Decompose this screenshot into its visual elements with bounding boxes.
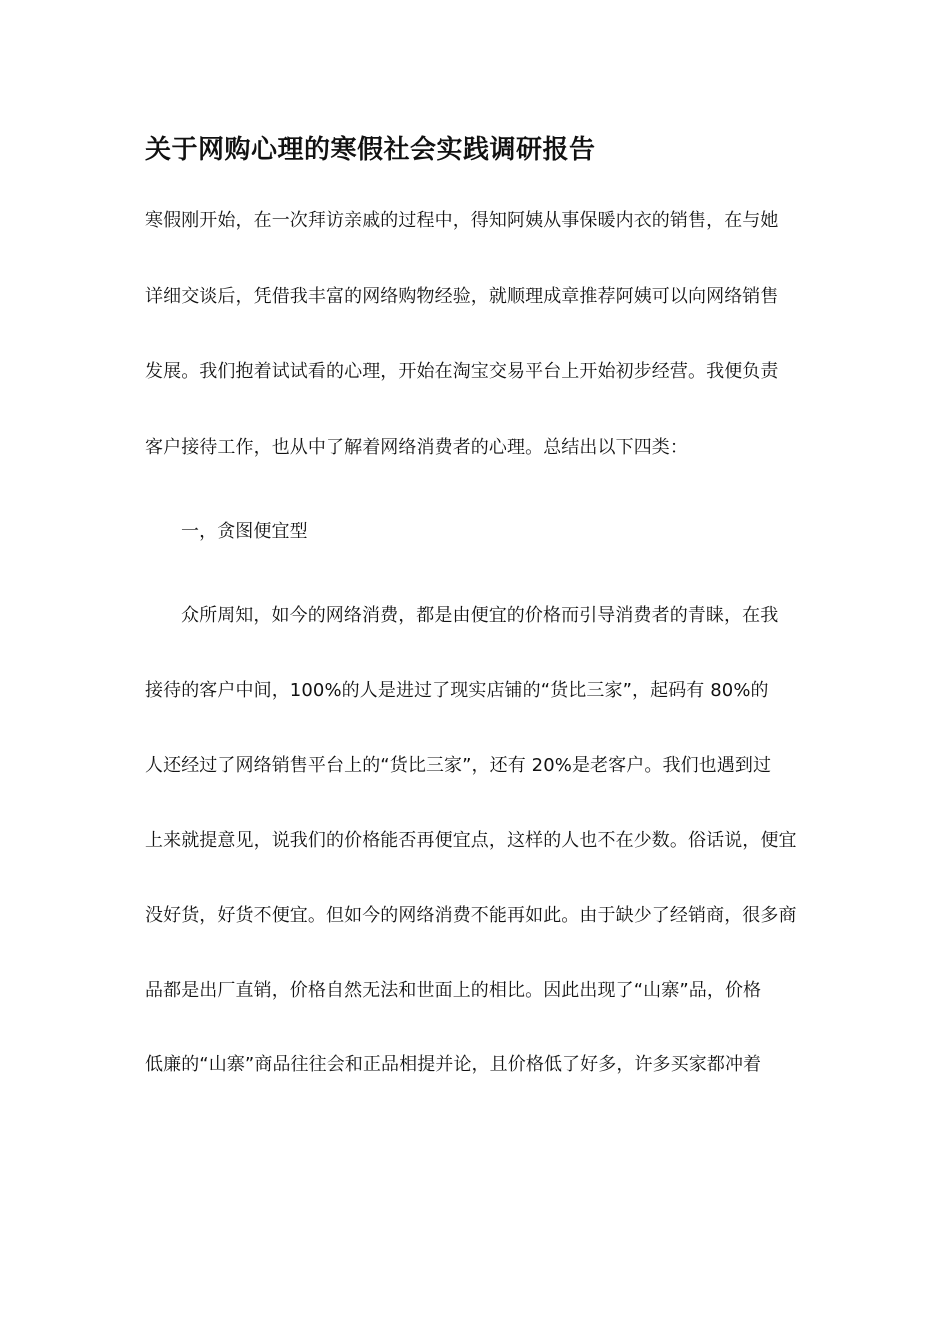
section-heading: 一，贪图便宜型 xyxy=(181,521,308,542)
body-line-1: 众所周知，如今的网络消费，都是由便宜的价格而引导消费者的青睐，在我 xyxy=(181,605,779,626)
body-line-6: 品都是出厂直销，价格自然无法和世面上的相比。因此出现了“山寨”品，价格 xyxy=(145,980,762,1001)
intro-line-3: 发展。我们抱着试试看的心理，开始在淘宝交易平台上开始初步经营。我便负责 xyxy=(145,361,779,382)
intro-line-4: 客户接待工作，也从中了解着网络消费者的心理。总结出以下四类： xyxy=(145,437,688,458)
body-line-3: 人还经过了网络销售平台上的“货比三家”，还有 20%是老客户。我们也遇到过 xyxy=(145,755,772,776)
body-line-4: 上来就提意见，说我们的价格能否再便宜点，这样的人也不在少数。俗话说，便宜 xyxy=(145,830,797,851)
body-line-2: 接待的客户中间，100%的人是进过了现实店铺的“货比三家”，起码有 80%的 xyxy=(145,680,769,701)
document-title: 关于网购心理的寒假社会实践调研报告 xyxy=(145,135,596,165)
intro-line-2: 详细交谈后，凭借我丰富的网络购物经验，就顺理成章推荐阿姨可以向网络销售 xyxy=(145,286,779,307)
intro-line-1: 寒假刚开始，在一次拜访亲戚的过程中，得知阿姨从事保暖内衣的销售，在与她 xyxy=(145,210,779,231)
body-line-5: 没好货，好货不便宜。但如今的网络消费不能再如此。由于缺少了经销商，很多商 xyxy=(145,905,797,926)
body-line-7: 低廉的“山寨”商品往往会和正品相提并论，且价格低了好多，许多买家都冲着 xyxy=(145,1054,762,1075)
